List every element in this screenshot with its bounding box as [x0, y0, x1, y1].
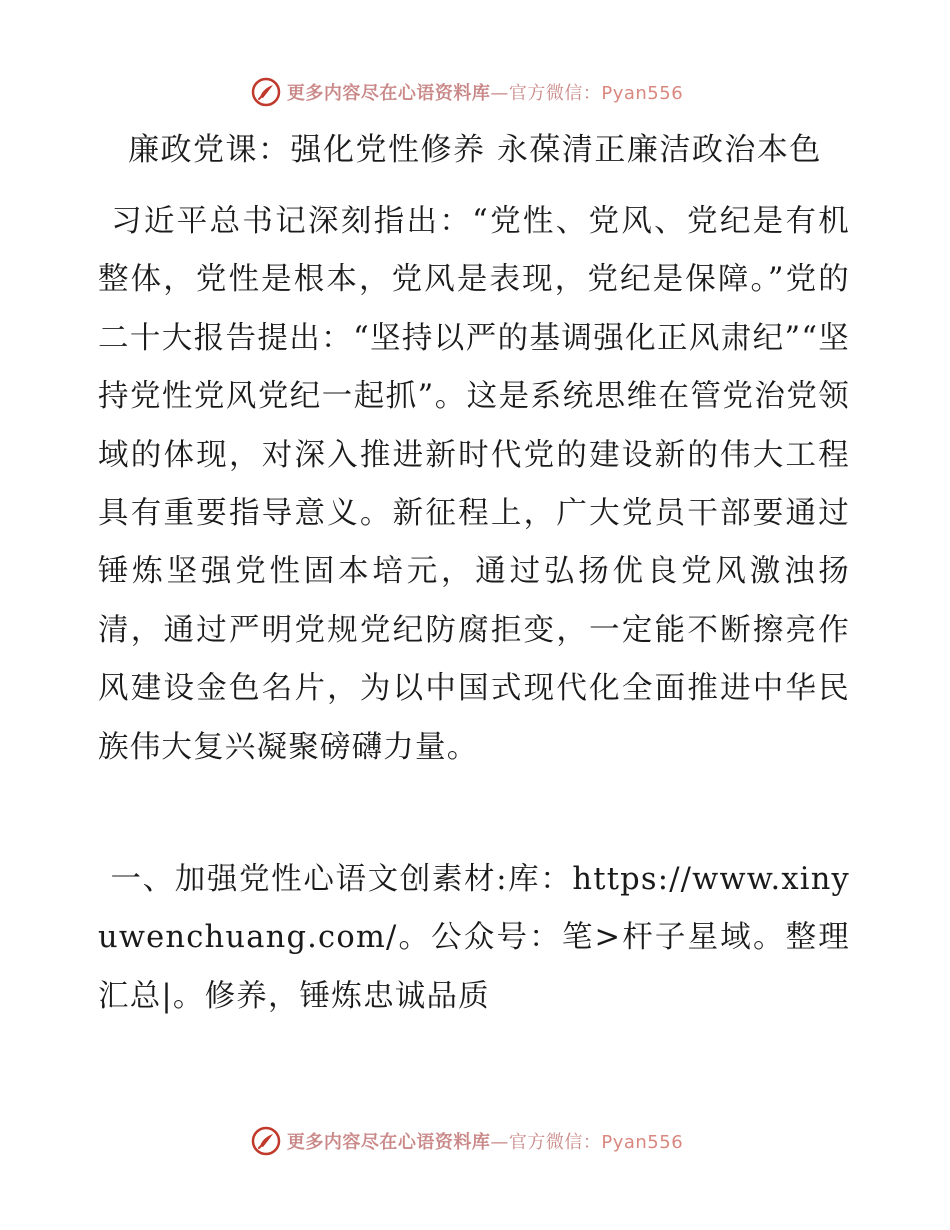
banner-text [287, 1128, 683, 1154]
banner-content [251, 1126, 683, 1156]
logo-icon [251, 77, 281, 107]
logo-icon [251, 1126, 281, 1156]
header-banner [0, 72, 950, 112]
paragraph-2 [98, 851, 850, 1026]
banner-wechat-id: Pyan556 [601, 83, 684, 104]
document-title: 廉政党课：强化党性修养 永葆清正廉洁政治本色 [128, 132, 822, 168]
paragraph-1-text: 习近平总书记深刻指出：“党性、党风、党纪是有机整体，党性是根本，党风是表现，党纪是保障。”党的二十大报告提出：“坚持以严的基调强化正风肃纪”“坚持党性党风党纪一起抓”。这是系统思维在管党治党领域的体现，对深入推进新时代党的建设新的伟大工程具有重要指导意义。新征程上，广大党员干部要通过锤炼坚强党性固本培元，通过弘扬优良党风激浊扬清，通过严明党规党纪防腐拒变，一定能不断擦亮作风建设金色名片，为以中国式现代化全面推进中华民族伟大复兴凝聚磅礴力量。 [98, 204, 850, 765]
banner-content [251, 77, 683, 107]
banner-separator: — [490, 83, 509, 104]
banner-text [287, 79, 683, 105]
banner-lead: 更多内容尽在心语资料库 [286, 1132, 491, 1153]
banner-wechat-id: Pyan556 [601, 1132, 684, 1153]
footer-banner [0, 1121, 950, 1161]
paragraph-2-text: 一、加强党性心语文创素材:库：https://www.xinyuwenchuang.com/。公众号：笔>杆子星域。整理汇总|。修养，锤炼忠诚品质 [98, 862, 850, 1014]
banner-wechat-label: 官方微信： [508, 83, 602, 104]
banner-wechat-label: 官方微信： [508, 1132, 602, 1153]
banner-lead: 更多内容尽在心语资料库 [286, 83, 491, 104]
banner-separator: — [490, 1132, 509, 1153]
paragraph-1 [98, 193, 850, 777]
